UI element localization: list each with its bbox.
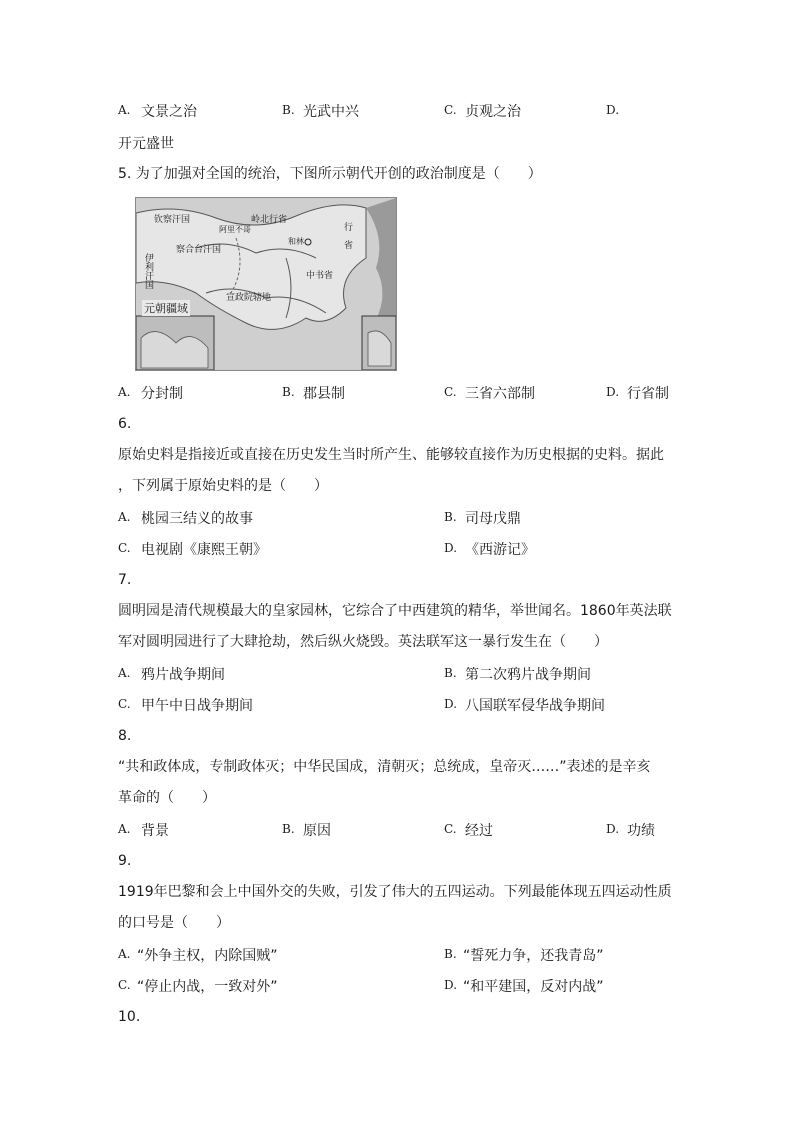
q4-option-b-text: 光武中兴 <box>303 104 359 120</box>
q8-stem-line1: “共和政体成，专制政体灭；中华民国成，清朝灭；总统成，皇帝灭……”表述的是辛亥 <box>118 759 651 775</box>
q8-option-a-letter: A. <box>118 822 131 836</box>
q9-option-b-letter: B. <box>444 947 457 961</box>
map-label-xing: 行 <box>344 223 354 233</box>
q9-option-c-letter: C. <box>118 978 131 992</box>
map-label-sheng: 省 <box>344 241 354 251</box>
map-label-lingbei: 岭北行省 <box>251 215 288 225</box>
q6-stem-line2: ，下列属于原始史料的是（ ） <box>118 478 328 494</box>
q8-option-d-letter: D. <box>606 822 620 836</box>
q5-option-c-text: 三省六部制 <box>465 386 535 402</box>
q5-option-b-text: 郡县制 <box>303 386 345 402</box>
q8-stem-line2: 革命的（ ） <box>118 790 216 806</box>
map-label-arik-boke: 阿里不哥 <box>219 225 251 234</box>
map-label-zhongshu: 中书省 <box>306 271 334 281</box>
q9-option-a-letter: A. <box>118 947 131 961</box>
q5-option-d-letter: D. <box>606 385 620 399</box>
map-label-chagatai: 察合台汗国 <box>176 245 222 255</box>
q6-option-b-text: 司母戊鼎 <box>465 511 521 527</box>
q10-number: 10. <box>118 1009 141 1025</box>
q8-option-d-text: 功绩 <box>627 823 655 839</box>
q6-option-d-letter: D. <box>444 541 458 555</box>
q5-option-c-letter: C. <box>444 385 457 399</box>
map-label-kipchak: 钦察汗国 <box>154 215 191 225</box>
q6-option-a-letter: A. <box>118 510 131 524</box>
map-label-ilkhanate: 伊利汗国 <box>143 253 153 289</box>
map-label-karakorum: 和林 <box>288 237 304 246</box>
q9-number: 9. <box>118 853 132 869</box>
map-label-xuanzheng: 宣政院辖地 <box>226 293 272 303</box>
q4-option-b-letter: B. <box>282 103 295 117</box>
q8-option-c-letter: C. <box>444 822 457 836</box>
q7-option-a-letter: A. <box>118 666 131 680</box>
q8-option-b-text: 原因 <box>303 823 331 839</box>
map-title: 元朝疆域 <box>144 302 188 315</box>
q4-option-c-text: 贞观之治 <box>465 104 521 120</box>
q8-option-a-text: 背景 <box>141 823 169 839</box>
q6-number: 6. <box>118 416 132 432</box>
q7-number: 7. <box>118 572 132 588</box>
q8-number: 8. <box>118 728 132 744</box>
q7-option-c-text: 甲午中日战争期间 <box>141 698 253 714</box>
q6-option-c-letter: C. <box>118 541 131 555</box>
q8-option-c-text: 经过 <box>465 823 493 839</box>
yuan-dynasty-map <box>135 197 397 371</box>
q9-stem-line2: 的口号是（ ） <box>118 915 230 931</box>
q4-option-d-text: 开元盛世 <box>118 136 174 152</box>
q7-option-d-letter: D. <box>444 697 458 711</box>
q4-option-a-letter: A. <box>118 103 131 117</box>
q9-option-c-text: “停止内战，一致对外” <box>137 979 278 995</box>
q6-option-b-letter: B. <box>444 510 457 524</box>
q6-option-a-text: 桃园三结义的故事 <box>141 511 253 527</box>
q6-stem-line1: 原始史料是指接近或直接在历史发生当时所产生、能够较直接作为历史根据的史料。据此 <box>118 447 664 463</box>
q6-option-c-text: 电视剧《康熙王朝》 <box>141 542 267 558</box>
q7-stem-line2: 军对圆明园进行了大肆抢劫，然后纵火烧毁。英法联军这一暴行发生在（ ） <box>118 634 608 650</box>
q4-option-a-text: 文景之治 <box>141 104 197 120</box>
q7-option-a-text: 鸦片战争期间 <box>141 667 225 683</box>
q9-option-b-text: “誓死力争，还我青岛” <box>463 948 604 964</box>
q5-stem: 5. 为了加强对全国的统治，下图所示朝代开创的政治制度是（ ） <box>118 166 542 182</box>
q9-option-d-letter: D. <box>444 978 458 992</box>
q5-option-d-text: 行省制 <box>627 386 669 402</box>
q9-option-a-text: “外争主权，内除国贼” <box>137 948 278 964</box>
q8-option-b-letter: B. <box>282 822 295 836</box>
q4-option-c-letter: C. <box>444 103 457 117</box>
q5-option-a-text: 分封制 <box>141 386 183 402</box>
q9-option-d-text: “和平建国，反对内战” <box>463 979 604 995</box>
q7-option-b-text: 第二次鸦片战争期间 <box>465 667 591 683</box>
q7-stem-line1: 圆明园是清代规模最大的皇家园林，它综合了中西建筑的精华，举世闻名。1860年英法联 <box>118 603 672 619</box>
q7-option-c-letter: C. <box>118 697 131 711</box>
q7-option-b-letter: B. <box>444 666 457 680</box>
q7-option-d-text: 八国联军侵华战争期间 <box>465 698 605 714</box>
q5-option-b-letter: B. <box>282 385 295 399</box>
q6-option-d-text: 《西游记》 <box>465 542 535 558</box>
q9-stem-line1: 1919年巴黎和会上中国外交的失败，引发了伟大的五四运动。下列最能体现五四运动性质 <box>118 884 672 900</box>
q4-option-d-letter: D. <box>606 103 620 117</box>
q5-option-a-letter: A. <box>118 385 131 399</box>
